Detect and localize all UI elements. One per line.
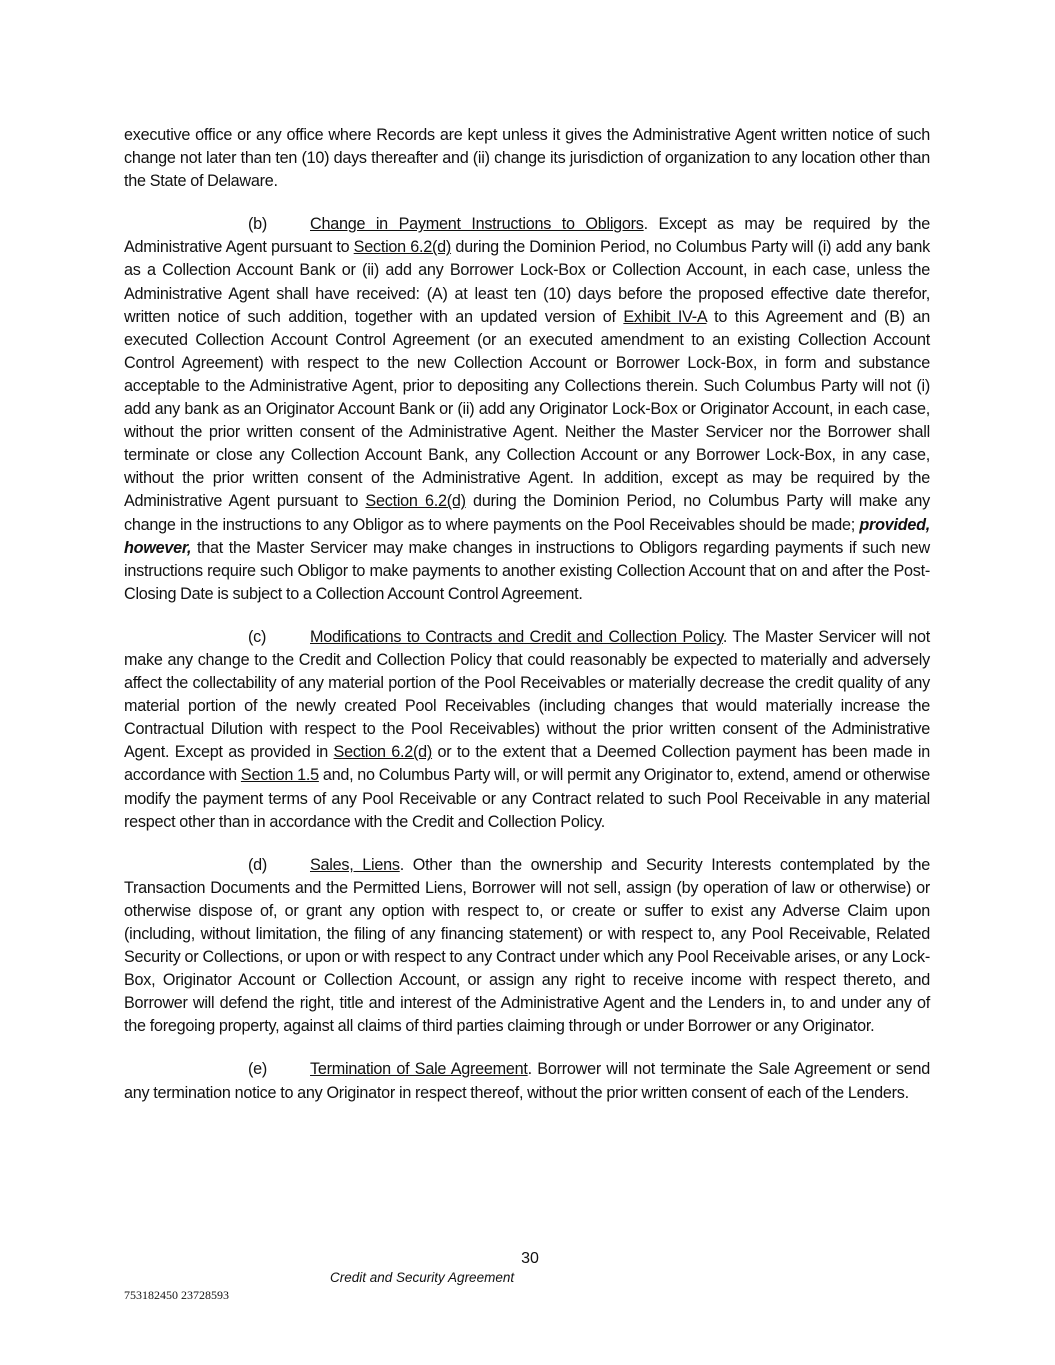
section-b-text-3: to this Agreement and (B) an executed Collection Account Control Agreement (or an executed amendment to an existing Collection Account Control Agreement) with respect to the new Collection Account or Borrower Lock-Box, in form and substance acceptable to the Administrative Agent, prior to depositing any Collections therein. Such Columbus Party will not (i) add any bank as an Originator Account Bank or (ii) add any Originator Lock-Box or Originator Account, in each case, without the prior written consent of the Administrative Agent. Neither the Master Servicer nor the Borrower shall terminate or close any Collection Account Bank, any Collection Account or any Borrower Lock-Box, in any case, without the prior written consent of the Administrative Agent. In addition, except as may be required by the Administrative Agent pursuant to [124,307,930,511]
section-b-provided-however: provided, however, [124,515,930,557]
section-c-text-3: and, no Columbus Party will, or will permit any Originator to, extend, amend or otherwise modify the payment terms of any Pool Receivable or any Contract related to such Pool Receivable in any material respect other than in accordance with the Credit and Collection Policy. [124,766,930,831]
section-b-text-5: that the Master Servicer may make changes in instructions to Obligors regarding payments if such new instructions require such Obligor to make payments to another existing Collection Account that on and after the Post-Closing Date is subject to a Collection Account Control Agreement. [124,538,930,603]
section-d-text-1: . Other than the ownership and Security Interests contemplated by the Transaction Documents and the Permitted Liens, Borrower will not sell, assign (by operation of law or otherwise) or otherwise dispose of, or grant any option with respect to, or create or suffer to exist any Adverse Claim upon (including, without limitation, the filing of any financing statement) or with respect to, any Pool Receivable, Related Security or Collections, or upon or with respect to any Contract under which any Pool Receivable arises, or any Lock-Box, Originator Account or Collection Account, or assign any right to receive income with respect thereto, and Borrower will defend the right, title and interest of the Administrative Agent and the Lenders in, to and under any of the foregoing property, against all claims of third parties claiming through or under Borrower or any Originator. [124,855,930,1036]
section-c-label: (c) [248,627,267,646]
section-c-paragraph [124,626,930,834]
section-b-ref-section-6-2d: Section 6.2(d) [353,238,452,257]
section-b-text-1: . Except as may be required by the Administrative Agent pursuant to [124,215,930,257]
section-b-text-4: during the Dominion Period, no Columbus Party will make any change in the instructions to any Obligor as to where payments on the Pool Receivables should be made; [124,492,930,534]
section-b-paragraph [124,213,930,606]
section-d-heading: Sales, Liens [310,855,400,874]
section-b-label: (b) [248,215,268,234]
section-c-text-2: or to the extent that a Deemed Collection payment has been made in accordance with [124,743,930,785]
section-b-ref-section-6-2d-second: Section 6.2(d) [365,492,466,511]
section-e-heading: Termination of Sale Agreement [310,1060,528,1079]
section-c-ref-section-1-5: Section 1.5 [240,766,319,785]
section-e-label: (e) [248,1060,268,1079]
document-id: 753182450 23728593 [124,1288,229,1302]
section-b-ref-exhibit-iv-a: Exhibit IV-A [623,307,707,326]
intro-paragraph: executive office or any office where Records are kept unless it gives the Administrative Agent written notice of such change not later than ten (10) days thereafter and (ii) change its jurisdiction of organization to any location other than the State of Delaware. [124,126,930,191]
section-c-heading: Modifications to Contracts and Credit and Collection Policy [310,627,723,646]
section-b-text-2: during the Dominion Period, no Columbus Party will (i) add any bank as a Collection Account Bank or (ii) add any Borrower Lock-Box or Collection Account, in each case, unless the Administrative Agent shall have received: (A) at least ten (10) days before the proposed effective date therefor, written notice of such addition, together with an updated version of [124,238,930,326]
section-d-label: (d) [248,855,268,874]
section-d-paragraph [124,854,930,1039]
page-number: 30 [521,1250,539,1267]
footer-title: Credit and Security Agreement [330,1270,515,1285]
section-e-text-1: . Borrower will not terminate the Sale Agreement or send any termination notice to any Originator in respect thereof, without the prior written consent of each of the Lenders. [124,1060,931,1102]
section-c-text-1: . The Master Servicer will not make any change to the Credit and Collection Policy that could reasonably be expected to materially and adversely affect the collectability of any material portion of the Pool Receivables or materially decrease the credit quality of any material portion of the newly created Pool Receivables (including changes that would materially increase the Contractual Dilution with respect to the Pool Receivables) without the prior written consent of the Administrative Agent. Except as provided in [124,627,931,762]
section-c-ref-section-6-2d: Section 6.2(d) [333,743,433,762]
section-b-heading: Change in Payment Instructions to Obligors [310,215,644,234]
document-page [124,124,930,1125]
section-e-paragraph [124,1058,930,1104]
